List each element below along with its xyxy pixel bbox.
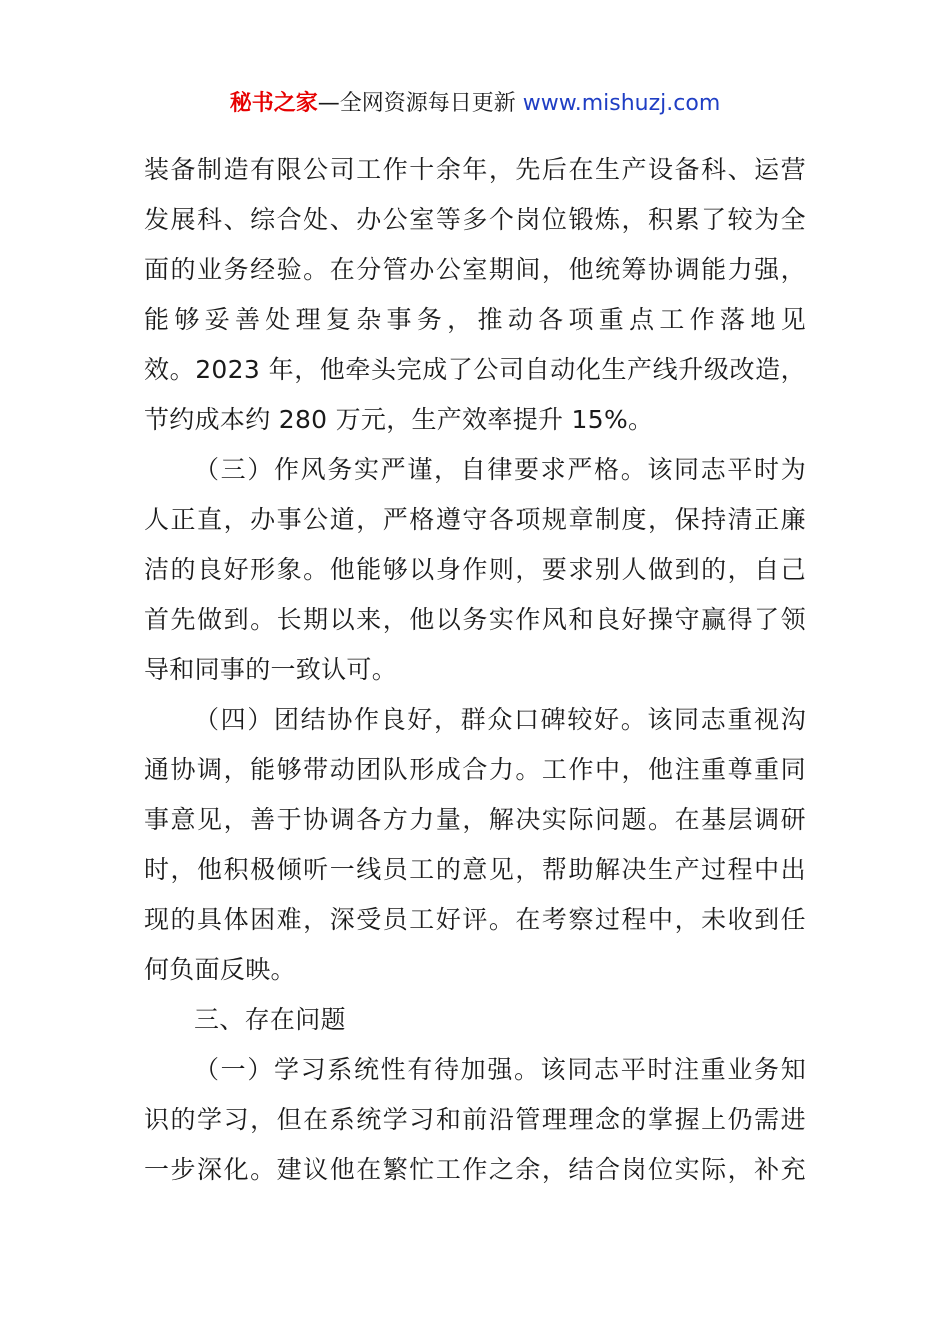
header-tagline: —全网资源每日更新 <box>317 91 523 116</box>
brand-name: 秘书之家 <box>229 91 318 116</box>
text-line: 洁的良好形象。他能够以身作则，要求别人做到的，自己 <box>144 555 806 584</box>
paragraph-start: （一）学习系统性有待加强。该同志平时注重业务知 <box>194 1055 806 1084</box>
text-line: 装备制造有限公司工作十余年，先后在生产设备科、运营 <box>144 155 806 184</box>
text-line: 时，他积极倾听一线员工的意见，帮助解决生产过程中出 <box>144 855 806 884</box>
text-line: 一步深化。建议他在繁忙工作之余，结合岗位实际，补充 <box>144 1155 806 1184</box>
text-line: 现的具体困难，深受员工好评。在考察过程中，未收到任 <box>144 905 806 934</box>
text-line: 能够妥善处理复杂事务，推动各项重点工作落地见 <box>144 305 806 334</box>
page-header <box>0 88 950 120</box>
section-heading: 三、存在问题 <box>194 1005 346 1034</box>
text-line: 效。2023 年，他牵头完成了公司自动化生产线升级改造， <box>144 355 806 384</box>
document-body <box>144 145 806 1195</box>
paragraph-start: （三）作风务实严谨，自律要求严格。该同志平时为 <box>194 455 806 484</box>
text-line: 导和同事的一致认可。 <box>144 655 398 684</box>
text-line: 识的学习，但在系统学习和前沿管理理念的掌握上仍需进 <box>144 1105 806 1134</box>
text-line: 面的业务经验。在分管办公室期间，他统筹协调能力强， <box>144 255 806 284</box>
text-line: 事意见，善于协调各方力量，解决实际问题。在基层调研 <box>144 805 806 834</box>
website-link[interactable]: www.mishuzj.com <box>522 91 721 116</box>
text-line: 通协调，能够带动团队形成合力。工作中，他注重尊重同 <box>144 755 806 784</box>
text-line: 节约成本约 280 万元，生产效率提升 15%。 <box>144 405 654 434</box>
text-line: 发展科、综合处、办公室等多个岗位锻炼，积累了较为全 <box>144 205 806 234</box>
text-line: 首先做到。长期以来，他以务实作风和良好操守赢得了领 <box>144 605 806 634</box>
text-line: 何负面反映。 <box>144 955 296 984</box>
paragraph-start: （四）团结协作良好，群众口碑较好。该同志重视沟 <box>194 705 806 734</box>
text-line: 人正直，办事公道，严格遵守各项规章制度，保持清正廉 <box>144 505 806 534</box>
